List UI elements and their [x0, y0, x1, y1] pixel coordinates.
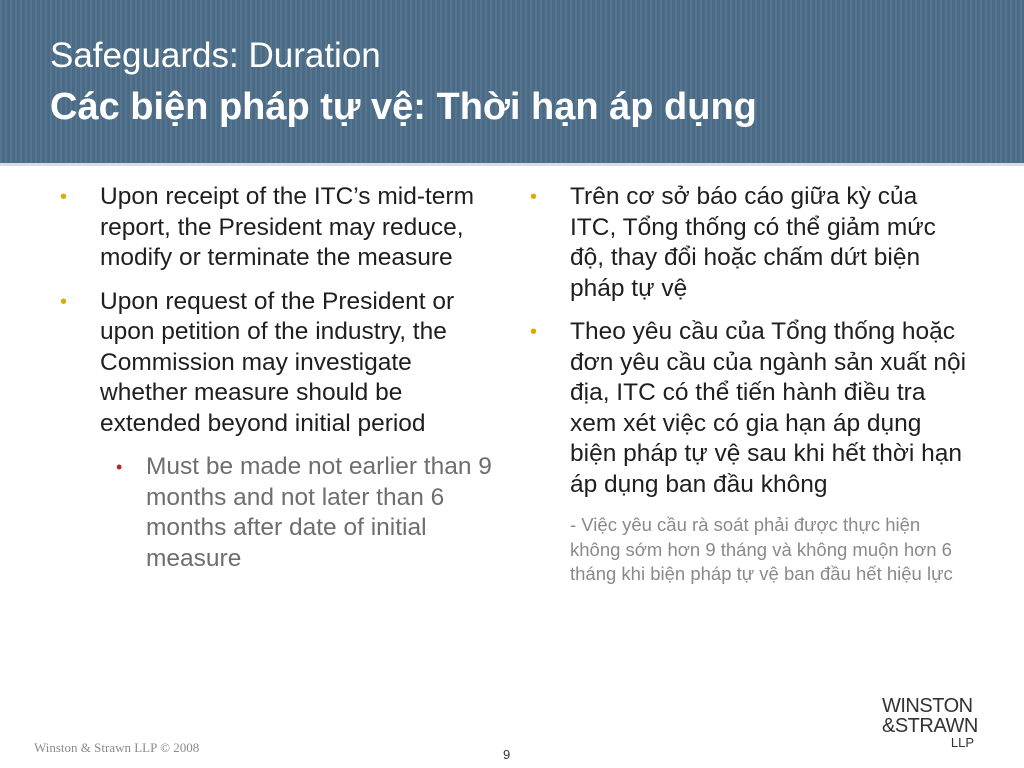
page-number: 9: [503, 747, 511, 762]
slide-title-english: Safeguards: Duration: [50, 36, 381, 75]
bullet-dot-icon: •: [530, 186, 538, 208]
vietnamese-column: [530, 182, 970, 587]
bullet-text: Upon receipt of the ITC’s mid-term report, the President may reduce, modify or terminate the measure: [100, 183, 474, 271]
title-banner: [0, 0, 1024, 166]
footer-copyright: Winston & Strawn LLP © 2008: [34, 740, 200, 755]
winston-strawn-logo: [882, 696, 992, 750]
review-note: - Việc yêu cầu rà soát phải được thực hiện không sớm hơn 9 tháng và không muộn hơn 6 tháng khi biện pháp tự vệ ban đầu hết hiệu lực: [570, 514, 953, 584]
bullet-item: [60, 287, 500, 440]
logo-line-llp: LLP: [950, 735, 974, 750]
bullet-text: Trên cơ sở báo cáo giữa kỳ của ITC, Tổng thống có thể giảm mức độ, thay đổi hoặc chấm dứt biện pháp tự vệ: [570, 183, 936, 302]
sub-bullet-text: Must be made not earlier than 9 months and not later than 6 months after date of initial measure: [146, 453, 492, 572]
bullet-item: [60, 182, 500, 274]
sub-bullet-dot-icon: •: [116, 457, 123, 477]
slide-title-vietnamese: Các biện pháp tự vệ: Thời hạn áp dụng: [50, 86, 757, 128]
sub-bullet-item: [100, 452, 500, 574]
bullet-text: Theo yêu cầu của Tổng thống hoặc đơn yêu cầu của ngành sản xuất nội địa, ITC có thể tiến hành điều tra xem xét việc có gia hạn áp dụng biện pháp tự vệ sau khi hết thời hạn áp dụng ban đầu không: [570, 318, 967, 498]
logo-line-strawn: &STRAWN: [882, 715, 978, 737]
logo-line-winston: WINSTON: [882, 695, 973, 717]
bullet-item: [530, 182, 970, 304]
bullet-dot-icon: •: [60, 186, 68, 208]
bullet-dot-icon: •: [530, 321, 538, 343]
bullet-item: [530, 317, 970, 500]
bullet-dot-icon: •: [60, 290, 68, 313]
bullet-text: Upon request of the President or upon petition of the industry, the Commission may investigate whether measure should be extended beyond initial period: [100, 287, 455, 437]
english-column: [60, 182, 500, 574]
